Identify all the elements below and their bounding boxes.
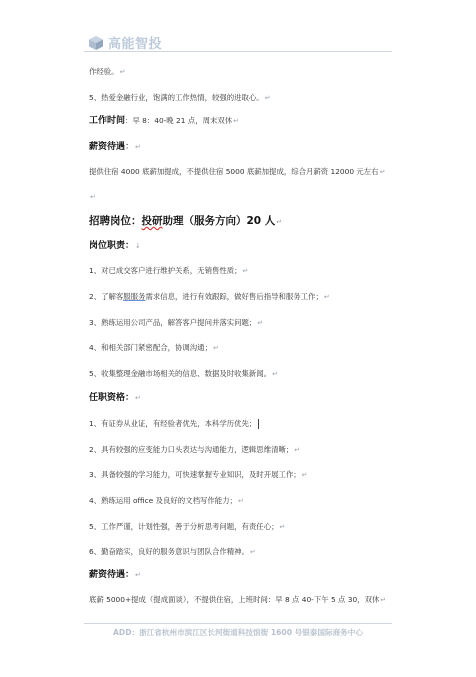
section-heading: 薪资待遇：↵ [89, 570, 141, 580]
body-line: 5、热爱金融行业，饱满的工作热情，较强的进取心。↵ [89, 93, 271, 102]
list-item: 3、熟练运用公司产品，解答客户提问并落实问题；↵ [89, 318, 264, 327]
list-item: 6、勤奋踏实，良好的服务意识与团队合作精神。↵ [89, 547, 256, 556]
empty-line: ↵ [90, 193, 96, 201]
body-line: 作经验。↵ [89, 67, 126, 76]
position-title: 招聘岗位：投研助理（服务方向）20 人↵ [89, 215, 283, 227]
list-item: 5、工作严谨，计划性强，善于分析思考问题，有责任心；↵ [89, 522, 286, 531]
list-item: 3、具备较强的学习能力，可快速掌握专业知识，及时开展工作；↵ [89, 470, 308, 479]
body-line: 提供住宿 4000 底薪加提成，不提供住宿 5000 底薪加提成，综合月薪资 12000 元左右↵ [89, 167, 386, 176]
section-heading: 薪资待遇：↵ [89, 142, 141, 152]
list-item: 4、和相关部门紧密配合，协调沟通；↵ [89, 343, 219, 352]
text-cursor [258, 419, 259, 429]
list-item: 1、有证券从业证，有经验者优先，本科学历优先； [89, 419, 259, 429]
list-item: 1、对已成交客户进行维护关系，无销售性质；↵ [89, 266, 249, 275]
company-logo [88, 33, 162, 52]
work-time-line: 工作时间：早 8：40-晚 21 点，周末双休↵ [89, 116, 240, 126]
list-item: 2、了解客服服务需求信息，进行有效跟踪，做好售后指导和服务工作；↵ [89, 292, 330, 301]
cube-logo-icon [88, 35, 104, 51]
list-item: 2、具有较强的应变能力口头表达与沟通能力，逻辑思维清晰；↵ [89, 445, 301, 454]
footer-address: ADD：浙江省杭州市滨江区长河街道科技馆街 1600 号银泰国际商务中心 [113, 628, 363, 637]
header-divider [84, 51, 392, 52]
body-line: 底薪 5000+提成（提成面谈），不提供住宿，上班时间：早 8 点 40-下午 5 点 30，双休↵ [89, 595, 387, 604]
section-heading: 任职资格：↵ [89, 393, 141, 403]
footer-divider [84, 623, 392, 624]
section-heading: 岗位职责：↓ [89, 241, 141, 251]
list-item: 4、熟练运用 office 及良好的文档写作能力；↵ [89, 496, 244, 505]
logo-text: 高能智投 [108, 37, 163, 52]
list-item: 5、收集整理金融市场相关的信息、数据及时收集新闻。↵ [89, 369, 278, 378]
